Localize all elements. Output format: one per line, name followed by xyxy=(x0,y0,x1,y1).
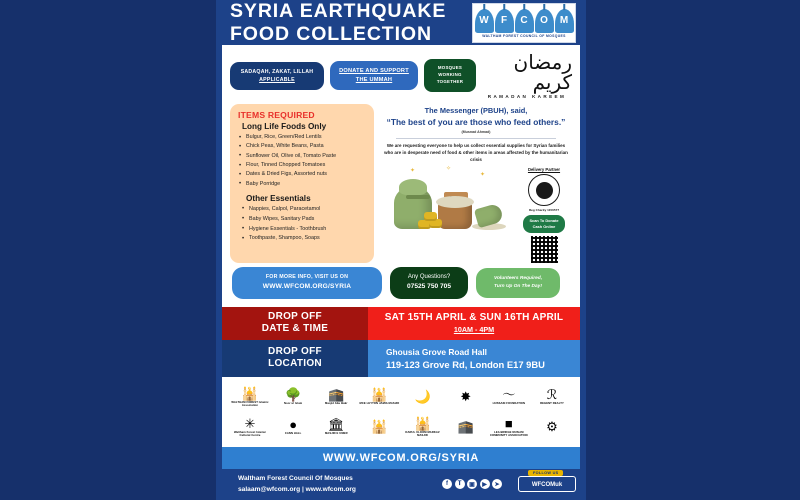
supporter-logo-strip xyxy=(222,377,580,447)
telegram-icon[interactable]: ➤ xyxy=(492,479,502,489)
volunteers-line-2: Turn Up On The Day! xyxy=(494,283,542,289)
supporter-logo xyxy=(273,382,313,412)
supporter-mark-icon: 🕌 xyxy=(371,418,388,434)
dropoff-dates: SAT 15TH APRIL & SUN 16TH APRIL xyxy=(384,312,564,324)
badge-donate[interactable] xyxy=(330,61,418,90)
supporter-name: LEA BRIDGE MUSLIM COMMUNITY ASSOCIATION xyxy=(489,430,528,437)
scan-line-1: Scan To Donate xyxy=(529,218,559,224)
supporter-logo xyxy=(273,412,313,442)
supporter-mark-icon: ✸ xyxy=(460,388,472,404)
charity-registration: Reg Charity 1156577 xyxy=(528,208,560,213)
footer-org-name: Waltham Forest Council Of Mosques xyxy=(238,474,353,482)
supporter-name: Noor ul Islam xyxy=(283,402,303,406)
dropoff-date-value xyxy=(368,307,580,340)
supporter-mark-icon: 🕌 xyxy=(371,387,388,403)
logo-letter: W xyxy=(475,9,494,33)
list-item: • Sunflower Oil, Olive oil, Tomato Paste xyxy=(238,152,367,161)
items-required-card xyxy=(230,104,374,263)
badge-sadaqah-line2: APPLICABLE xyxy=(259,76,295,83)
title-line-1: SYRIA EARTHQUAKE xyxy=(230,0,447,23)
supporter-mark-icon: 🕋 xyxy=(328,387,345,403)
supporter-mark-icon: ■ xyxy=(504,415,513,431)
items-subtitle-other-essentials: Other Essentials xyxy=(246,193,311,203)
supporter-logo xyxy=(403,382,443,412)
logo-letter: C xyxy=(515,9,534,33)
supporter-logo xyxy=(532,382,572,412)
ramadan-kareem-calligraphy xyxy=(482,52,572,99)
supporter-mark-icon: ℛ xyxy=(546,387,558,403)
supporter-logo xyxy=(359,412,399,442)
supporter-name: REGENT REALTY xyxy=(540,402,564,406)
supporter-logo xyxy=(489,412,529,442)
badge-donate-line2: THE UMMAH xyxy=(355,76,393,83)
supporter-mark-icon: ✳ xyxy=(244,415,256,431)
volunteers-button[interactable] xyxy=(476,268,560,298)
facebook-icon[interactable]: f xyxy=(442,479,452,489)
supporter-mark-icon: 🏛 xyxy=(328,417,345,433)
logo-letter: F xyxy=(495,9,514,33)
list-item: • Toothpaste, Shampoo, Soaps xyxy=(238,234,367,244)
social-handle: WFCOMuk xyxy=(531,482,563,489)
scan-line-2: Cash Online xyxy=(532,223,556,229)
supporter-name: Waltham Forest Islamic Cultural Centre xyxy=(233,430,267,437)
food-sacks-illustration xyxy=(384,165,516,235)
illustration-row xyxy=(380,165,572,263)
items-required-title: ITEMS REQUIRED xyxy=(238,110,315,121)
delivery-partner-label: Delivery Partner xyxy=(527,167,561,173)
logo-subtitle: WALTHAM FOREST COUNCIL OF MOSQUES xyxy=(482,33,566,38)
qr-code[interactable] xyxy=(531,236,558,263)
badge-sadaqah-line1: SADAQAH, ZAKAT, LILLAH xyxy=(240,68,314,75)
dropoff-location-label xyxy=(222,340,368,377)
supporter-mark-icon: 〜 xyxy=(502,387,516,403)
dropoff-date-band xyxy=(222,307,580,340)
sparkle-icon: ✦ xyxy=(480,172,486,179)
follow-us-box[interactable] xyxy=(518,471,576,492)
supporter-name: MCE LEYTON JAMIA MASJID xyxy=(359,402,400,406)
badge-mosques-working-together xyxy=(424,59,476,91)
items-list-foods xyxy=(238,133,367,189)
footer-contact-block xyxy=(238,473,356,496)
supporter-logo xyxy=(230,412,270,442)
globe-icon xyxy=(536,182,553,199)
list-item: • Nappies, Calpol, Paracetamol xyxy=(238,205,367,215)
list-item: • Baby Porridge xyxy=(238,180,367,189)
supporter-logo xyxy=(230,382,270,412)
volunteers-line-1: Volunteers Required, xyxy=(493,275,543,281)
title-line-2: FOOD COLLECTION xyxy=(230,22,432,45)
contact-button-row xyxy=(222,263,580,307)
items-list-essentials xyxy=(238,205,367,244)
youtube-icon[interactable]: ▶ xyxy=(480,479,490,489)
wfcom-logo xyxy=(472,3,576,43)
hadith-column xyxy=(380,104,572,263)
follow-us-tag: FOLLOW US xyxy=(528,470,563,476)
appeal-blurb: We are requesting everyone to help us collect essential supplies for Syrian families who are in desperate need of food & other items in areas affected by the humanitarian crisis xyxy=(384,143,568,163)
supporter-logo-row-1 xyxy=(230,382,572,412)
hadith-quote xyxy=(380,106,572,134)
supporter-mark-icon: 🌳 xyxy=(285,387,302,403)
sack-tie xyxy=(406,195,430,199)
supporter-name: WALTHAM FOREST Islamic Association xyxy=(231,400,269,407)
scan-to-donate-button[interactable] xyxy=(523,215,564,233)
list-item: • Baby Wipes, Sanitary Pads xyxy=(238,215,367,225)
supporter-logo xyxy=(446,382,486,412)
dropoff-date-label-line1: DROP OFF xyxy=(268,310,322,322)
logo-letter: O xyxy=(535,9,554,33)
badge-sadaqah xyxy=(230,62,324,90)
supporter-logo-row-2 xyxy=(230,412,572,442)
supporter-logo xyxy=(316,382,356,412)
dropoff-location-band xyxy=(222,340,580,377)
dropoff-times: 10AM - 4PM xyxy=(453,325,495,335)
supporter-mark-icon: 🌙 xyxy=(414,388,431,404)
badge-mosques-line3: TOGETHER xyxy=(436,79,464,85)
more-info-line-1: FOR MORE INFO, VISIT US ON xyxy=(265,274,349,281)
dropoff-date-label xyxy=(222,307,368,340)
dropoff-location-label-line1: DROP OFF xyxy=(268,345,322,357)
social-links xyxy=(442,479,502,489)
poster-header xyxy=(216,0,586,45)
questions-label: Any Questions? xyxy=(407,273,451,280)
poster-footer xyxy=(216,469,586,500)
badge-donate-line1: DONATE AND SUPPORT xyxy=(339,67,409,74)
ramadan-english-text: RAMADAN KAREEM xyxy=(487,94,567,100)
list-item: • Dates & Dried Figs, Assorted nuts xyxy=(238,170,367,179)
coin-icon xyxy=(424,212,437,221)
dropoff-address: 119-123 Grove Rd, London E17 9BU xyxy=(386,358,545,370)
list-item: • Bulgur, Rice, Green/Red Lentils xyxy=(238,133,367,142)
hadith-line-2: “The best of you are those who feed others.” xyxy=(386,117,566,128)
mosque-dome-icon-group xyxy=(475,9,574,33)
footer-contact-details: salaam@wfcom.org | www.wfcom.org xyxy=(238,486,356,494)
dropoff-location-value xyxy=(368,340,580,377)
supporter-mark-icon: 🕌 xyxy=(414,415,431,431)
supporter-logo xyxy=(446,412,486,442)
hadith-source: (Musnad Ahmad) xyxy=(461,130,491,135)
supporter-name: MASJID E UMER xyxy=(324,432,348,436)
charity-globe-logo xyxy=(528,174,560,206)
poster-body xyxy=(222,45,580,469)
items-subtitle-long-life: Long Life Foods Only xyxy=(242,122,327,132)
supporter-name: Masjid Abu Bakr xyxy=(325,402,348,406)
supporter-name: CANN HALL xyxy=(284,432,302,436)
ramadan-arabic-text: رمضان كريم xyxy=(513,50,572,95)
supporter-name: DARUL ULOOM MARKAZ MASJID xyxy=(405,430,440,437)
poster xyxy=(216,0,586,500)
supporter-logo xyxy=(359,382,399,412)
hadith-line-1: The Messenger (PBUH), said, xyxy=(424,106,528,116)
badge-mosques-line1: MOSQUES xyxy=(437,65,463,71)
supporter-logo xyxy=(316,412,356,442)
dropoff-date-label-line2: DATE & TIME xyxy=(261,323,329,335)
supporter-logo xyxy=(403,412,443,442)
sparkle-icon: ✧ xyxy=(446,166,452,173)
more-info-url: WWW.WFCOM.ORG/SYRIA xyxy=(262,282,352,290)
website-url-bar[interactable]: WWW.WFCOM.ORG/SYRIA xyxy=(222,447,580,469)
delivery-partner-block xyxy=(516,165,572,263)
rice-bucket-icon xyxy=(438,203,472,229)
supporter-mark-icon: ⚙ xyxy=(546,418,558,434)
supporter-name: HUSSAIN FOUNDATION xyxy=(492,402,526,406)
badge-mosques-line2: WORKING xyxy=(438,72,462,78)
list-item: • Chick Peas, White Beans, Pasta xyxy=(238,142,367,151)
list-item: • Hygiene Essentials - Toothbrush xyxy=(238,225,367,235)
instagram-icon[interactable]: ▣ xyxy=(467,479,477,489)
list-item: • Flour, Tinned Chopped Tomatoes xyxy=(238,161,367,170)
supporter-mark-icon: ● xyxy=(289,417,298,433)
page-title xyxy=(230,0,464,44)
questions-button[interactable] xyxy=(390,267,468,299)
supporter-logo xyxy=(489,382,529,412)
dropoff-venue: Ghousia Grove Road Hall xyxy=(386,346,487,357)
main-content xyxy=(222,104,580,263)
supporter-logo xyxy=(532,412,572,442)
badge-row xyxy=(222,45,580,104)
logo-letter: M xyxy=(555,9,574,33)
more-info-button[interactable] xyxy=(232,267,382,299)
questions-phone-number: 07525 750 705 xyxy=(406,283,451,291)
supporter-mark-icon: 🕌 xyxy=(241,385,259,401)
twitter-icon[interactable]: 𝐓 xyxy=(455,479,465,489)
sparkle-icon: ✦ xyxy=(410,168,416,175)
supporter-mark-icon: 🕋 xyxy=(457,418,474,434)
dropoff-location-label-line2: LOCATION xyxy=(268,358,322,370)
divider xyxy=(396,138,556,139)
